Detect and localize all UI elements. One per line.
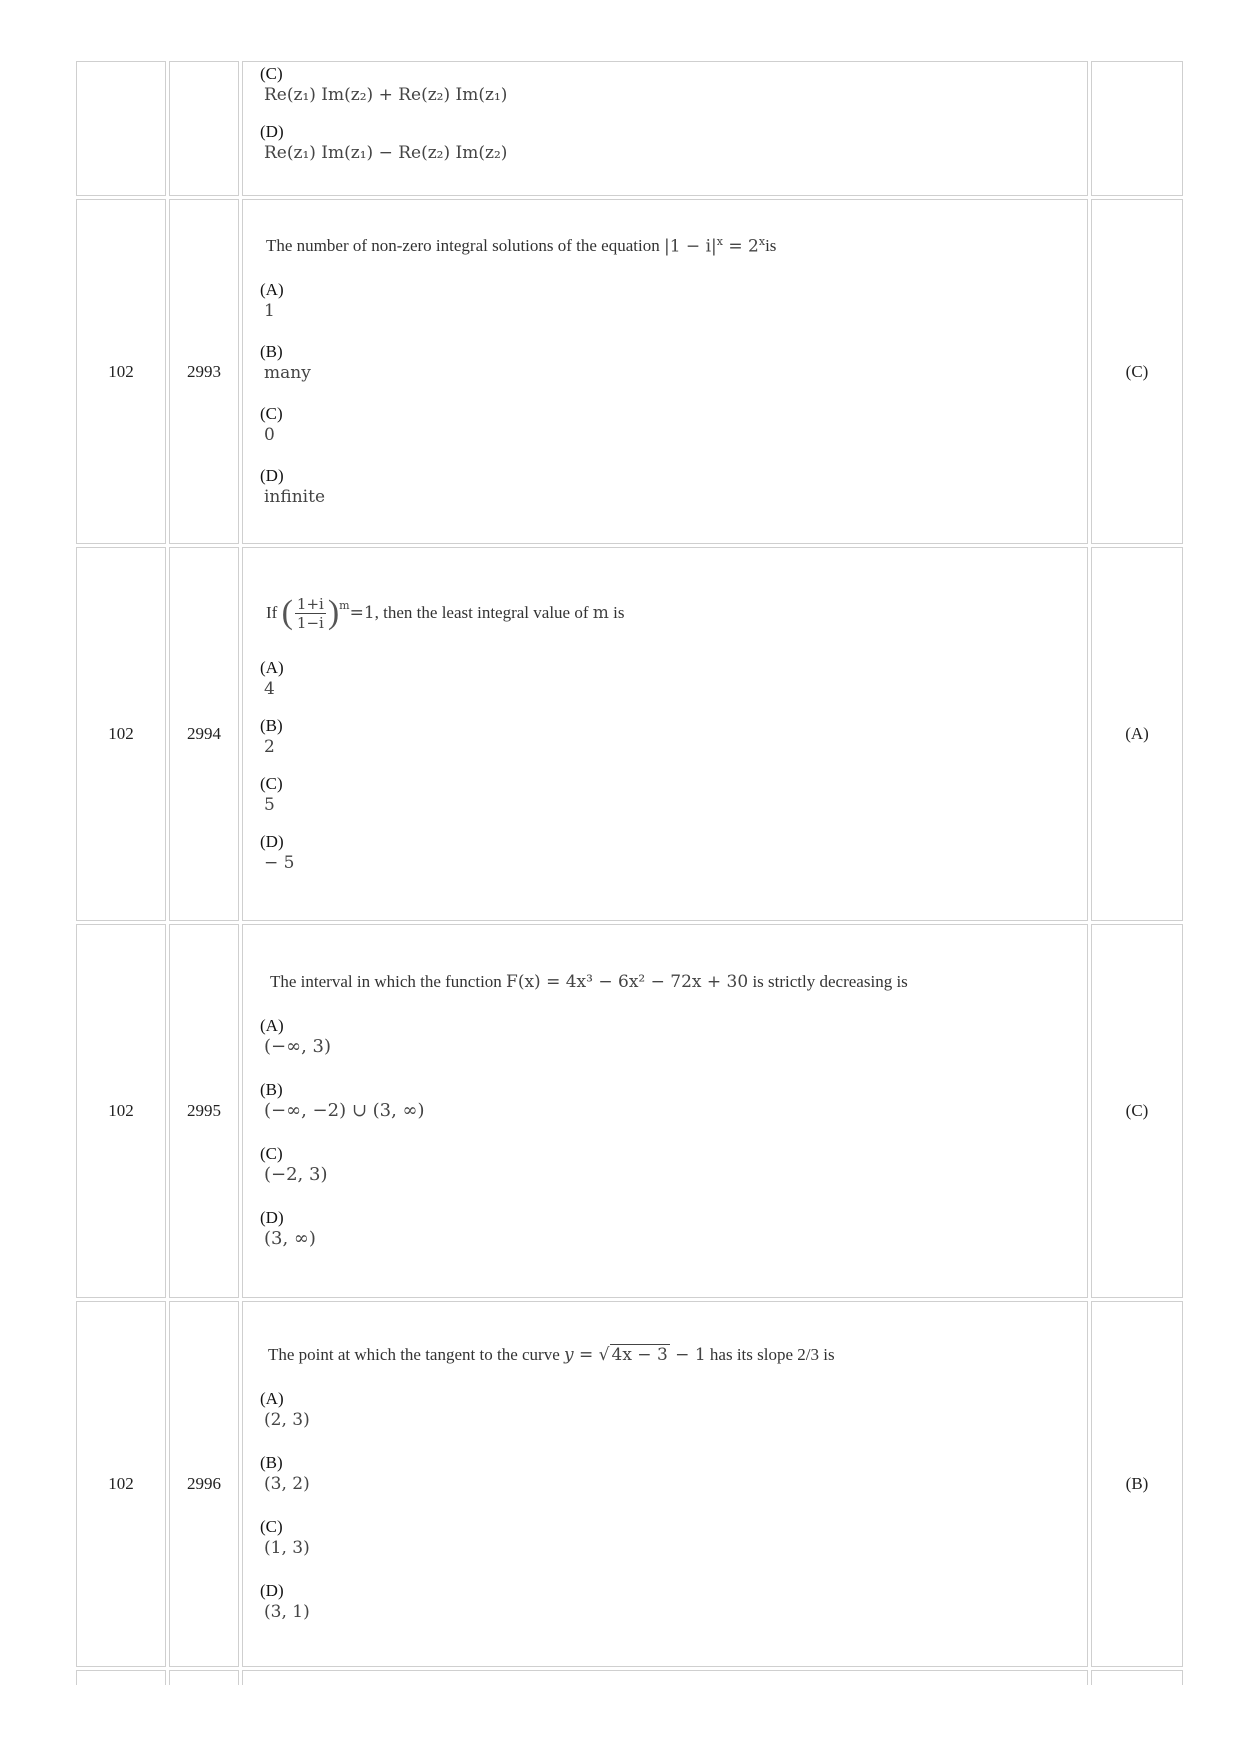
option-value: (−∞, 3) [264, 1036, 332, 1057]
question-text-part: is [613, 603, 625, 622]
option-value: 5 [264, 794, 275, 815]
option-label: (B) [260, 1080, 283, 1099]
question-id-cell [169, 1670, 239, 1685]
subject-cell: 102 [76, 199, 166, 544]
question-text [268, 1345, 1087, 1365]
option-label: (B) [260, 715, 283, 735]
question-math: F(x) = 4x³ − 6x² − 72x + 30 [506, 972, 749, 992]
math-rhs: = 2 [722, 236, 759, 257]
question-id-cell: 2994 [169, 547, 239, 921]
question-text-part: The number of non-zero integral solutions of the equation [266, 235, 660, 255]
math-abs: |1 − i| [663, 236, 717, 257]
math-lhs: y = [564, 1345, 599, 1365]
math-rhs: =1 [349, 603, 375, 623]
answer-cell [1091, 1670, 1183, 1685]
option-label: (D) [260, 466, 284, 486]
option-label: (D) [260, 831, 284, 851]
option-value: 4 [264, 678, 275, 699]
question-cell [242, 1301, 1088, 1667]
option-value: (3, 1) [264, 1602, 310, 1622]
option-value: Re(z₁) Im(z₂) + Re(z₂) Im(z₁) [264, 85, 508, 105]
question-cell [242, 924, 1088, 1298]
option-value: 0 [264, 425, 275, 446]
question-table-page [73, 58, 1168, 1688]
question-text [266, 235, 1087, 257]
option-value: 1 [264, 301, 275, 322]
answer-cell: (C) [1091, 199, 1183, 544]
question-math [664, 235, 765, 257]
option-label: (C) [260, 1517, 283, 1536]
math-exponent: x [716, 234, 723, 248]
question-table [73, 58, 1186, 1688]
option-label: (C) [260, 773, 283, 793]
option-value: (−∞, −2) ∪ (3, ∞) [264, 1100, 425, 1121]
question-id-cell: 2993 [169, 199, 239, 544]
option-label: (C) [260, 404, 283, 424]
option-value: (2, 3) [264, 1410, 310, 1430]
math-paren-close: ) [327, 594, 340, 631]
question-text-part: , then the least integral value of [374, 603, 589, 622]
answer-cell: (B) [1091, 1301, 1183, 1667]
option-label: (A) [260, 657, 284, 677]
math-exponent: m [339, 598, 350, 612]
question-math: y = √ 4x − 3 − 1 [564, 1345, 706, 1365]
math-tail: − 1 [669, 1345, 706, 1365]
option-value: (−2, 3) [264, 1164, 328, 1185]
option-value: (3, 2) [264, 1474, 310, 1494]
subject-cell: 102 [76, 1301, 166, 1667]
math-exponent: x [758, 234, 766, 248]
question-text-part: The point at which the tangent to the curve [268, 1345, 560, 1364]
fraction-numerator: 1+i [296, 594, 324, 613]
math-var: m [592, 603, 609, 623]
table-row [76, 547, 1183, 921]
option-label: (C) [260, 1144, 283, 1163]
question-text [270, 972, 1087, 992]
math-fraction [295, 595, 326, 632]
table-row [76, 924, 1183, 1298]
fraction-denominator: 1−i [296, 613, 324, 632]
question-cell [242, 1670, 1088, 1685]
option-label: (D) [260, 1208, 284, 1227]
option-label: (A) [260, 1389, 284, 1408]
table-row [76, 1301, 1183, 1667]
option-label: (D) [260, 1581, 284, 1600]
option-value: many [264, 363, 311, 384]
option-value: (1, 3) [264, 1538, 310, 1558]
answer-cell [1091, 61, 1183, 196]
option-label: (C) [260, 64, 283, 83]
subject-cell: 102 [76, 924, 166, 1298]
subject-cell [76, 1670, 166, 1685]
subject-cell [76, 61, 166, 196]
option-label: (D) [260, 122, 284, 141]
question-cell [242, 199, 1088, 544]
question-cell [242, 547, 1088, 921]
table-row [76, 1670, 1183, 1685]
math-sqrt: 4x − 3 [611, 1345, 668, 1365]
option-label: (B) [260, 1453, 283, 1472]
answer-cell: (A) [1091, 547, 1183, 921]
subject-cell: 102 [76, 547, 166, 921]
option-label: (A) [260, 280, 284, 300]
question-cell [242, 61, 1088, 196]
question-text-part: The interval in which the function [270, 972, 502, 991]
option-value: 2 [264, 736, 275, 757]
question-text [266, 595, 1087, 632]
question-text-part: is [765, 235, 777, 255]
question-id-cell: 2996 [169, 1301, 239, 1667]
answer-cell: (C) [1091, 924, 1183, 1298]
option-value: Re(z₁) Im(z₁) − Re(z₂) Im(z₂) [264, 143, 508, 163]
question-id-cell [169, 61, 239, 196]
question-text-part: If [266, 603, 278, 622]
option-value: − 5 [264, 852, 295, 873]
table-row [76, 61, 1183, 196]
question-text-part: has its slope 2/3 is [709, 1345, 835, 1364]
option-label: (A) [260, 1016, 284, 1035]
option-value: infinite [264, 487, 326, 508]
question-id-cell: 2995 [169, 924, 239, 1298]
question-text-part: is strictly decreasing is [752, 972, 908, 991]
option-label: (B) [260, 342, 283, 362]
table-row [76, 199, 1183, 544]
option-value: (3, ∞) [264, 1228, 316, 1249]
math-paren-open: ( [281, 594, 293, 631]
